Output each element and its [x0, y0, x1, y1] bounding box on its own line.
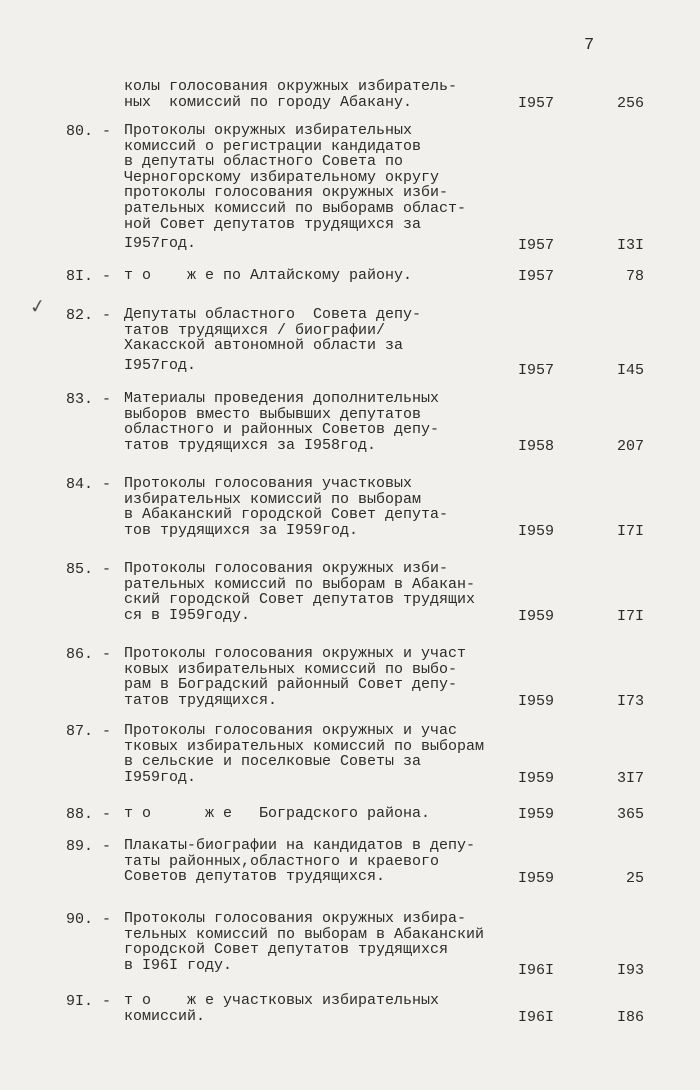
page-number: 7: [584, 36, 595, 55]
description-line: рательных комиссий по выборам в Абакан-: [124, 575, 476, 593]
item-year: I957: [518, 268, 555, 285]
item-count: I73: [616, 693, 644, 710]
description-line: Депутаты областного Совета депу-: [124, 306, 422, 323]
item-description: [124, 476, 504, 538]
description-line: Протоколы окружных избирательных: [124, 122, 413, 139]
description-line: протоколы голосования окружных изби-: [124, 184, 449, 202]
item-number: 90.: [66, 911, 94, 928]
item-year: I959: [518, 523, 555, 540]
item-description: [124, 806, 504, 822]
description-line: в I96I году.: [124, 956, 233, 974]
item-count: 207: [616, 438, 644, 455]
description-line: Хакасской автономной области за: [124, 337, 404, 355]
item-number: 86.: [66, 646, 94, 663]
description-line: Плакаты-биографии на кандидатов в депу-: [124, 837, 476, 854]
item-year: I959: [518, 770, 555, 787]
description-line: Протоколы голосования окружных и участ: [124, 645, 467, 662]
item-year: I959: [518, 608, 555, 625]
item-year: I957: [518, 95, 555, 112]
description-line: тельных комиссий по выборам в Абаканский: [124, 925, 485, 943]
description-line: Советов депутатов трудящихся.: [124, 868, 386, 886]
description-line: рам в Боградский районный Совет депу-: [124, 676, 458, 694]
item-year: I958: [518, 438, 555, 455]
description-line: татов трудящихся / биографии/: [124, 321, 386, 339]
item-description: [124, 391, 504, 453]
item-number: 88.: [66, 806, 94, 823]
description-line: ной Совет депутатов трудящихся за: [124, 215, 422, 233]
item-dash: -: [102, 561, 112, 578]
item-dash: -: [102, 391, 112, 408]
item-dash: -: [102, 723, 112, 740]
description-line: в депутаты областного Совета по: [124, 153, 404, 171]
item-number: 8I.: [66, 268, 94, 285]
item-year: I96I: [518, 962, 555, 979]
item-dash: -: [102, 806, 112, 823]
item-dash: -: [102, 838, 112, 855]
description-line: таты районных,областного и краевого: [124, 852, 440, 870]
item-dash: -: [102, 993, 112, 1010]
item-year: I957: [518, 237, 555, 254]
item-description: [124, 723, 504, 785]
item-count: 25: [625, 870, 644, 887]
description-line: I957год.: [124, 235, 197, 253]
item-count: 3I7: [616, 770, 644, 787]
description-line: тковых избирательных комиссий по выборам: [124, 737, 485, 755]
item-number: 87.: [66, 723, 94, 740]
item-number: 82.: [66, 307, 94, 324]
item-description: [124, 123, 504, 252]
description-line: т о ж е Боградского района.: [124, 805, 431, 822]
item-count: 78: [625, 268, 644, 285]
description-line: ся в I959году.: [124, 606, 251, 624]
item-dash: -: [102, 476, 112, 493]
description-line: Материалы проведения дополнительных: [124, 390, 440, 407]
item-year: I957: [518, 362, 555, 379]
description-line: татов трудящихся за I958год.: [124, 436, 377, 454]
description-line: ковых избирательных комиссий по выбо-: [124, 660, 458, 678]
description-line: Протоколы голосования участковых: [124, 475, 413, 492]
item-year: I96I: [518, 1009, 555, 1026]
description-line: тов трудящихся за I959год.: [124, 521, 359, 539]
description-line: городской Совет депутатов трудящихся: [124, 941, 449, 959]
item-number: 9I.: [66, 993, 94, 1010]
item-number: 89.: [66, 838, 94, 855]
description-line: избирательных комиссий по выборам: [124, 490, 422, 508]
description-line: областного и районных Советов депу-: [124, 421, 440, 439]
item-count: I86: [616, 1009, 644, 1026]
description-line: рательных комиссий по выборамв област-: [124, 199, 467, 217]
item-description: [124, 838, 504, 885]
item-description: [124, 268, 504, 284]
item-number: 83.: [66, 391, 94, 408]
description-line: колы голосования окружных избиратель-: [124, 78, 458, 95]
item-count: I45: [616, 362, 644, 379]
description-line: I959год.: [124, 768, 197, 786]
description-line: в Абаканский городской Совет депута-: [124, 506, 449, 524]
item-count: 365: [616, 806, 644, 823]
description-line: ных комиссий по городу Абакану.: [124, 93, 413, 111]
item-year: I959: [518, 870, 555, 887]
item-count: I3I: [616, 237, 644, 254]
item-description: [124, 79, 504, 110]
description-line: выборов вместо выбывших депутатов: [124, 405, 422, 423]
description-line: I957год.: [124, 356, 197, 374]
item-count: I7I: [616, 608, 644, 625]
description-line: т о ж е участковых избирательных: [124, 992, 440, 1009]
item-dash: -: [102, 268, 112, 285]
item-number: 84.: [66, 476, 94, 493]
item-description: [124, 307, 504, 373]
item-number: 80.: [66, 123, 94, 140]
item-dash: -: [102, 911, 112, 928]
item-year: I959: [518, 806, 555, 823]
item-description: [124, 646, 504, 708]
description-line: Протоколы голосования окружных избира-: [124, 910, 467, 927]
item-year: I959: [518, 693, 555, 710]
description-line: в сельские и поселковые Советы за: [124, 753, 422, 771]
item-dash: -: [102, 307, 112, 324]
item-dash: -: [102, 123, 112, 140]
description-line: т о ж е по Алтайскому району.: [124, 267, 413, 284]
item-description: [124, 993, 504, 1024]
description-line: татов трудящихся.: [124, 691, 278, 709]
check-mark-icon: ✓: [29, 294, 46, 321]
description-line: комиссий о регистрации кандидатов: [124, 137, 422, 155]
item-count: 256: [616, 95, 644, 112]
description-line: комиссий.: [124, 1007, 206, 1025]
description-line: Черногорскому избирательному округу: [124, 168, 440, 186]
item-dash: -: [102, 646, 112, 663]
item-number: 85.: [66, 561, 94, 578]
item-description: [124, 561, 504, 623]
item-description: [124, 911, 504, 973]
description-line: Протоколы голосования окружных изби-: [124, 560, 449, 577]
description-line: Протоколы голосования окружных и учас: [124, 722, 458, 739]
item-count: I93: [616, 962, 644, 979]
item-count: I7I: [616, 523, 644, 540]
description-line: ский городской Совет депутатов трудящих: [124, 591, 476, 609]
